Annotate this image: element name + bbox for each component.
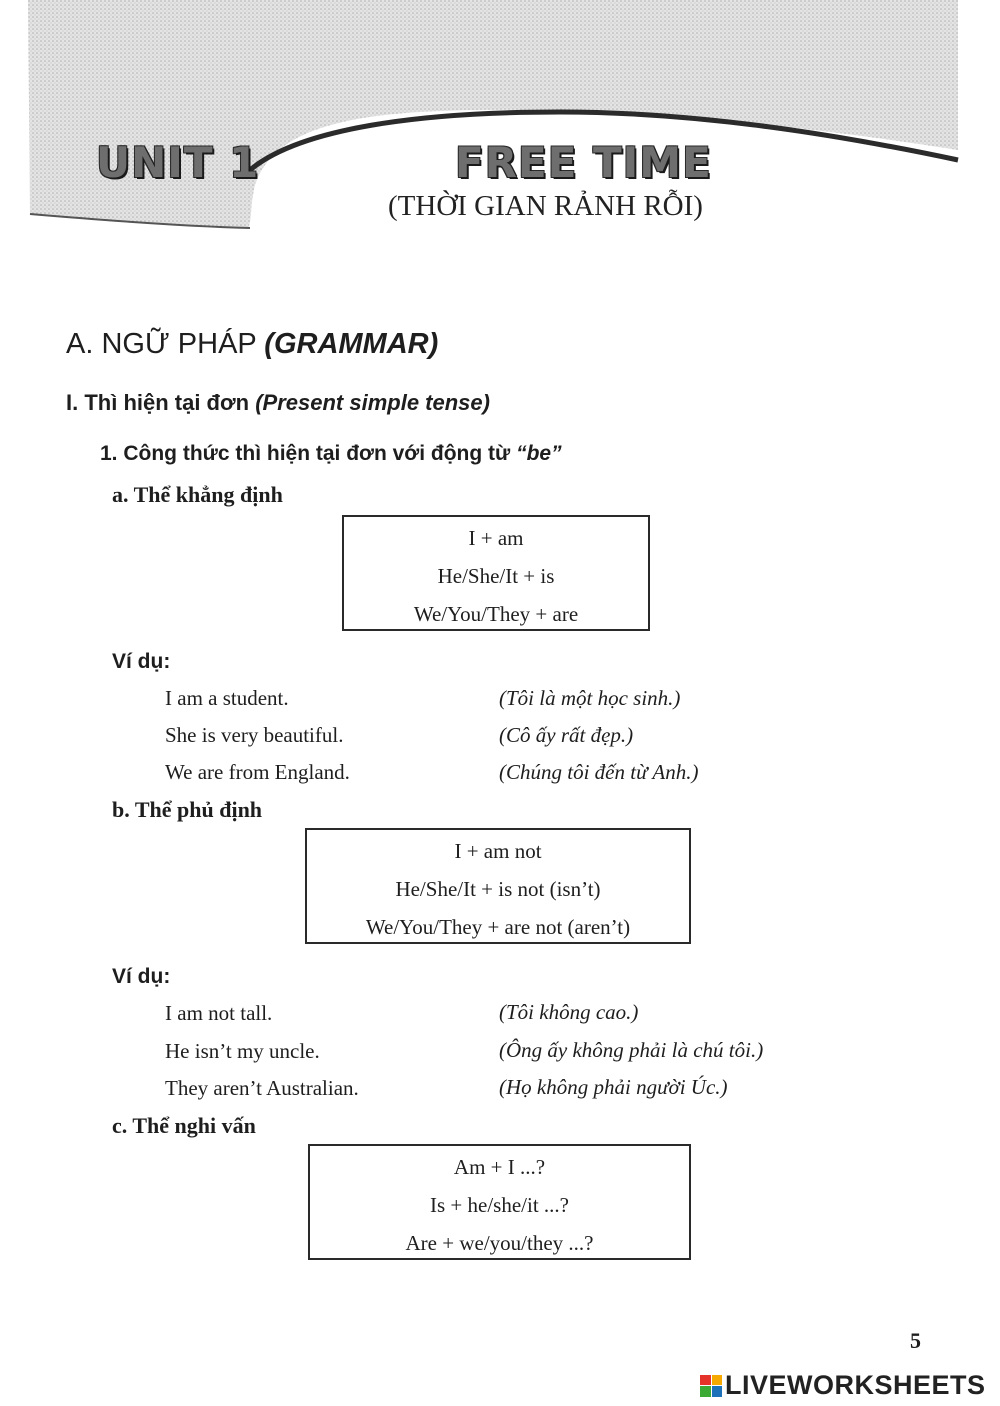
formula-line: We/You/They + are <box>413 602 579 626</box>
interrogative-heading: c. Thể nghi vấn <box>112 1113 256 1138</box>
liveworksheets-logo-icon <box>700 1375 722 1397</box>
example-sentence: I am a student. <box>165 686 289 710</box>
formula-line: I + am not <box>454 839 542 863</box>
affirmative-heading: a. Thể khẳng định <box>112 482 283 507</box>
example-label: Ví dụ: <box>112 650 171 673</box>
formula-line: He/She/It + is <box>437 564 555 588</box>
section-i-label: I. Thì hiện tại đơn <box>66 390 250 415</box>
section-i-heading <box>66 390 490 416</box>
example-translation: (Tôi không cao.) <box>499 1000 639 1024</box>
section-1-label: 1. Công thức thì hiện tại đơn với động từ <box>100 442 511 465</box>
formula-line: Am + I ...? <box>453 1155 546 1179</box>
example-sentence: He isn’t my uncle. <box>165 1039 320 1063</box>
example-label: Ví dụ: <box>112 965 171 988</box>
section-1-label-en: “be” <box>516 442 562 465</box>
interrogative-formula-box <box>308 1144 691 1260</box>
example-translation: (Tôi là một học sinh.) <box>499 686 681 710</box>
example-sentence: They aren’t Australian. <box>165 1076 359 1100</box>
negative-formula-box <box>305 828 691 944</box>
page-title: FREE TIME <box>455 138 712 187</box>
example-sentence: She is very beautiful. <box>165 723 344 747</box>
section-a-heading <box>66 328 438 361</box>
page-number: 5 <box>910 1328 921 1353</box>
formula-line: I + am <box>468 526 524 550</box>
section-a-label-en: (GRAMMAR) <box>264 328 439 360</box>
unit-label: UNIT 1 <box>96 138 260 187</box>
example-translation: (Ông ấy không phải là chú tôi.) <box>499 1038 764 1062</box>
example-translation: (Họ không phải người Úc.) <box>499 1075 728 1099</box>
formula-line: We/You/They + are not (aren’t) <box>365 915 631 939</box>
example-translation: (Cô ấy rất đẹp.) <box>499 723 634 747</box>
formula-line: He/She/It + is not (isn’t) <box>395 877 601 901</box>
example-translation: (Chúng tôi đến từ Anh.) <box>499 760 699 784</box>
brand-text: LIVEWORKSHEETS <box>725 1370 986 1400</box>
example-sentence: We are from England. <box>165 760 350 784</box>
liveworksheets-watermark <box>700 1370 986 1401</box>
section-a-label: A. NGỮ PHÁP <box>66 328 257 360</box>
formula-line: Are + we/you/they ...? <box>405 1231 594 1255</box>
affirmative-formula-box <box>342 515 650 631</box>
section-1-heading <box>100 442 562 466</box>
negative-heading: b. Thể phủ định <box>112 797 263 822</box>
formula-line: Is + he/she/it ...? <box>430 1193 569 1217</box>
section-i-label-en: (Present simple tense) <box>255 390 490 415</box>
page-subtitle: (THỜI GIAN RẢNH RỖI) <box>388 190 703 222</box>
example-sentence: I am not tall. <box>165 1001 273 1025</box>
